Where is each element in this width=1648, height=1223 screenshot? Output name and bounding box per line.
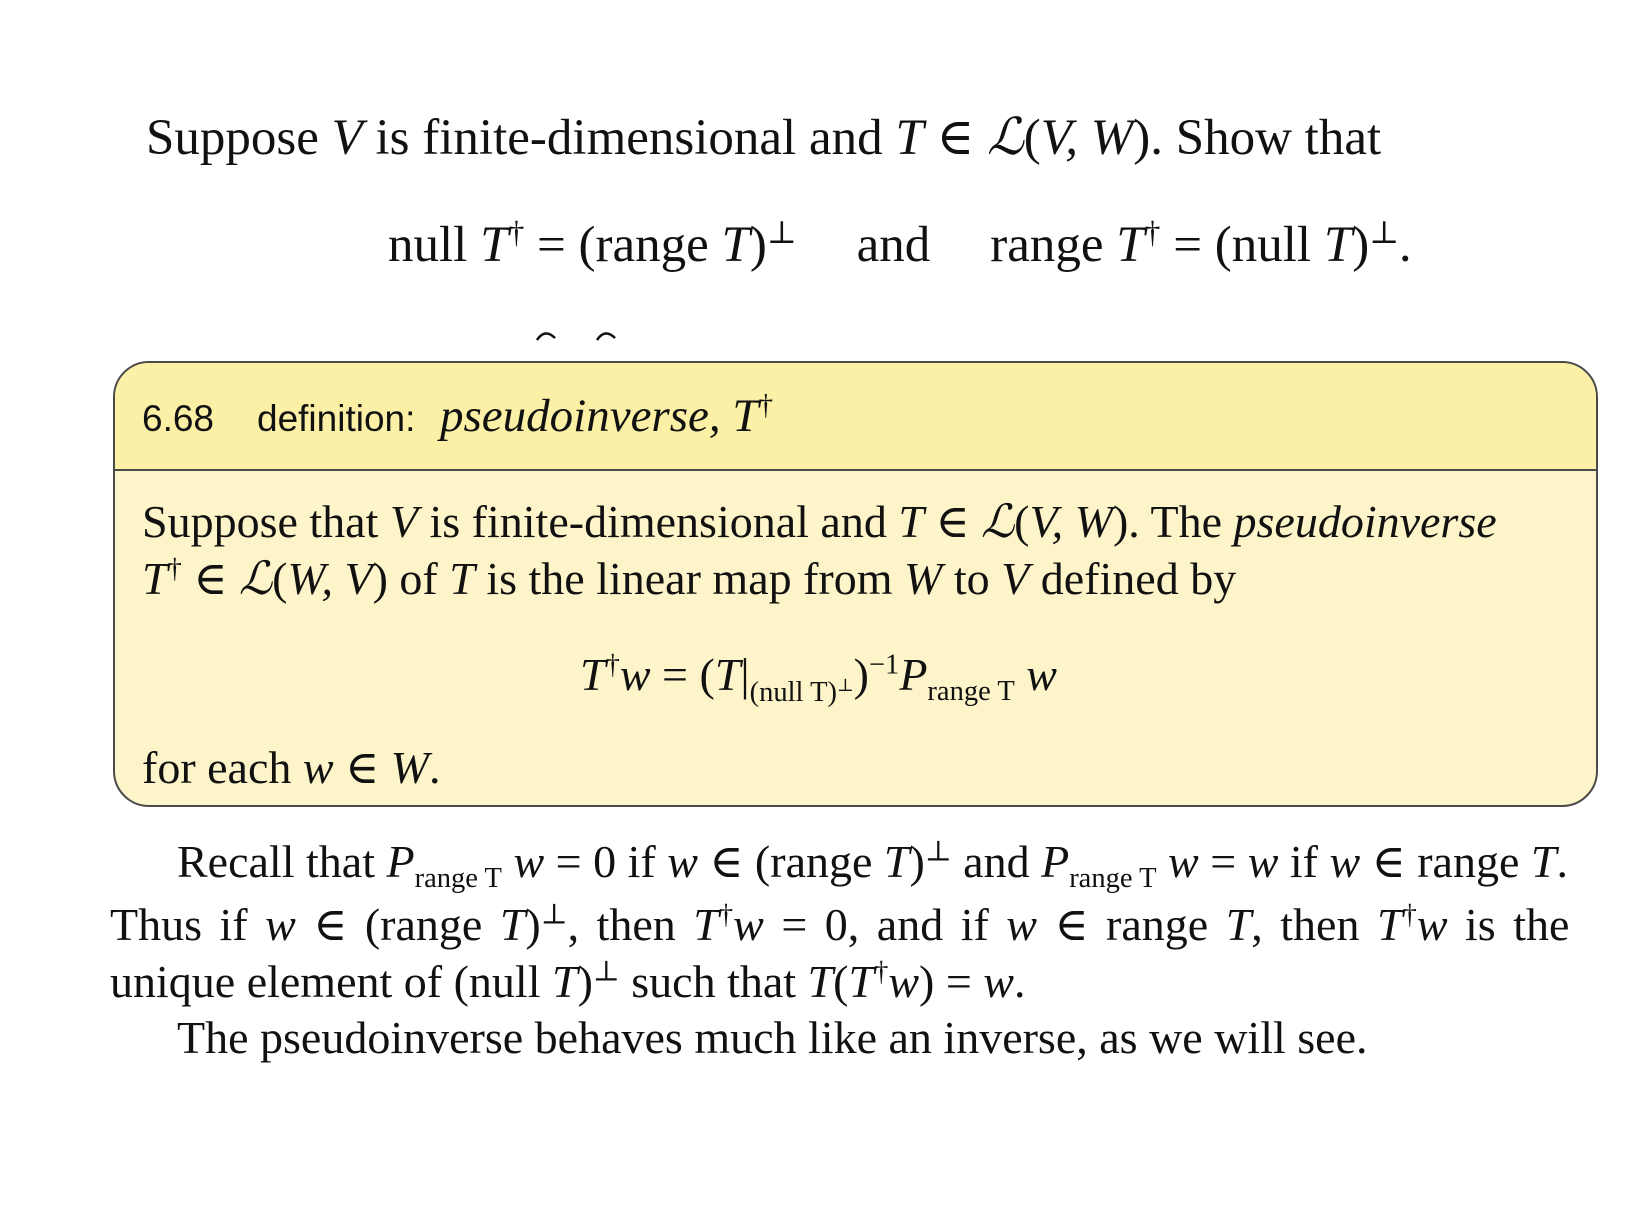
- projection-subscript: range T: [414, 863, 502, 895]
- text: to: [942, 553, 1002, 604]
- text: =: [1198, 836, 1248, 887]
- math-var: T: [1225, 899, 1252, 950]
- text: ) =: [919, 956, 984, 1007]
- math-var: P: [386, 836, 415, 887]
- text: ∈ (range: [697, 836, 884, 887]
- math-var: W, V: [287, 553, 373, 604]
- text: and: [856, 217, 931, 273]
- text: (: [1014, 496, 1030, 547]
- math-var: P: [1041, 836, 1070, 887]
- restriction-bar: |: [740, 649, 750, 700]
- math-var: V: [331, 110, 363, 166]
- perp-symbol: ⊥: [837, 675, 854, 696]
- text: Suppose: [146, 110, 332, 166]
- text: Suppose that: [142, 496, 390, 547]
- text: (null T): [749, 676, 838, 708]
- math-var: V: [389, 496, 418, 547]
- text: is finite-dimensional and: [362, 110, 896, 166]
- paragraph-line: [110, 897, 1569, 951]
- math-var: T: [883, 836, 910, 887]
- text: defined by: [1029, 553, 1237, 604]
- text: ): [749, 217, 767, 273]
- definition-label: definition:: [257, 398, 416, 439]
- definition-display-formula: [580, 648, 1057, 708]
- text: (: [272, 553, 288, 604]
- dagger-symbol: †: [508, 215, 525, 250]
- math-var: V: [1001, 553, 1030, 604]
- exercise-display-formula: [388, 216, 1412, 274]
- text: ): [525, 899, 541, 950]
- dagger-symbol: †: [605, 649, 620, 681]
- text: unique element of (null: [110, 956, 552, 1007]
- text: ∈ (range: [295, 899, 500, 950]
- math-var: ℒ: [238, 553, 273, 604]
- text: ∈: [333, 742, 391, 793]
- text: Recall that: [177, 836, 387, 887]
- text: = (range: [524, 217, 722, 273]
- math-var: T: [898, 496, 924, 547]
- exercise-statement: [146, 108, 1381, 167]
- math-var: w: [1006, 899, 1037, 950]
- text: null: [388, 217, 481, 273]
- math-var: w: [302, 742, 334, 793]
- text: ): [577, 956, 593, 1007]
- definition-text-line: [142, 551, 1236, 605]
- text: = (null: [1160, 217, 1324, 273]
- definition-box: [113, 361, 1598, 807]
- math-var: w: [619, 649, 651, 700]
- math-var: T: [580, 649, 606, 700]
- text: and: [951, 836, 1042, 887]
- text: = 0, and if: [763, 899, 1007, 950]
- math-var: T: [895, 110, 924, 166]
- text: ∈ range: [1036, 899, 1226, 950]
- text: .: [428, 742, 441, 793]
- text: = (: [650, 649, 715, 700]
- math-var: T: [1323, 217, 1353, 273]
- text: .: [1013, 956, 1026, 1007]
- definition-text-line: [142, 494, 1497, 548]
- text: range: [990, 217, 1117, 273]
- text: ). Show that: [1133, 110, 1382, 166]
- text: is the linear map from: [474, 553, 905, 604]
- math-var: w: [1247, 836, 1279, 887]
- text: ): [909, 836, 925, 887]
- dagger-symbol: †: [167, 553, 182, 585]
- text: ): [1352, 217, 1370, 273]
- math-var: T: [552, 956, 578, 1007]
- math-var: V, W: [1029, 496, 1113, 547]
- emphasized-term: pseudoinverse: [1233, 496, 1497, 547]
- text: such that: [619, 956, 808, 1007]
- text: .: [1556, 836, 1568, 887]
- text: ∈: [923, 110, 987, 166]
- definition-term: [440, 389, 773, 443]
- dagger-symbol: †: [758, 389, 774, 422]
- text: ∈: [181, 553, 239, 604]
- math-var: T: [721, 217, 750, 273]
- text: ∈ range: [1360, 836, 1531, 887]
- math-var: w: [983, 956, 1014, 1007]
- math-var: T: [499, 899, 526, 950]
- projection-subscript: range T: [1069, 863, 1157, 895]
- exponent: −1: [868, 649, 900, 681]
- definition-number: 6.68: [142, 398, 215, 439]
- text: ): [853, 649, 869, 700]
- math-var: w: [1329, 836, 1361, 887]
- perp-symbol: ⊥: [592, 956, 620, 988]
- math-var: T: [449, 553, 475, 604]
- math-var: T: [142, 553, 168, 604]
- math-var: W: [904, 553, 943, 604]
- math-var: P: [899, 649, 928, 700]
- text: (: [833, 956, 849, 1007]
- math-var: T: [807, 956, 834, 1007]
- math-var: ℒ: [986, 110, 1024, 166]
- math-var: w: [733, 899, 764, 950]
- math-var: T: [1376, 899, 1403, 950]
- text: , then: [1251, 899, 1377, 950]
- math-var: W: [390, 742, 429, 793]
- text: ∈: [923, 496, 982, 547]
- math-var: T: [480, 217, 509, 273]
- text: for each: [142, 742, 303, 793]
- math-var: w: [501, 836, 545, 887]
- math-var: w: [1416, 899, 1448, 950]
- text: .: [1398, 217, 1412, 273]
- perp-symbol: ⊥: [924, 836, 952, 868]
- math-var: w: [1014, 649, 1057, 700]
- paragraph-line: [110, 955, 1025, 1008]
- text: Thus if: [110, 899, 266, 950]
- math-var: w: [1156, 836, 1199, 887]
- text: is the: [1447, 899, 1570, 950]
- clipped-text-fragment: [535, 326, 625, 342]
- text: , then: [567, 899, 694, 950]
- dagger-symbol: †: [1402, 899, 1417, 931]
- definition-text-line: [142, 740, 440, 794]
- math-var: w: [888, 956, 920, 1007]
- dagger-symbol: †: [718, 899, 734, 931]
- perp-symbol: ⊥: [766, 215, 797, 250]
- closing-sentence: The pseudoinverse behaves much like an inverse, as we will see.: [177, 1012, 1368, 1063]
- perp-symbol: ⊥: [1369, 215, 1399, 250]
- paragraph-line: [177, 834, 1568, 895]
- math-var: V, W: [1040, 110, 1134, 166]
- math-var: T: [1116, 217, 1145, 273]
- text: if: [1278, 836, 1330, 887]
- text: ) of: [372, 553, 450, 604]
- text: = 0 if: [544, 836, 668, 887]
- projection-subscript: range T: [927, 676, 1015, 708]
- restriction-subscript: [750, 677, 854, 708]
- text: is finite-dimensional and: [418, 496, 899, 547]
- math-var: w: [667, 836, 698, 887]
- math-var: T: [848, 956, 875, 1007]
- math-var: T: [693, 899, 719, 950]
- math-var: ℒ: [981, 496, 1015, 547]
- text: (: [1023, 110, 1041, 166]
- math-var: T: [1530, 836, 1557, 887]
- math-var: T: [714, 649, 741, 700]
- dagger-symbol: †: [1144, 215, 1161, 250]
- perp-symbol: ⊥: [540, 899, 568, 931]
- definition-header: [115, 363, 1596, 471]
- term-text: pseudoinverse, T: [440, 390, 759, 442]
- dagger-symbol: †: [874, 956, 889, 988]
- text: ). The: [1112, 496, 1234, 547]
- math-var: w: [265, 899, 296, 950]
